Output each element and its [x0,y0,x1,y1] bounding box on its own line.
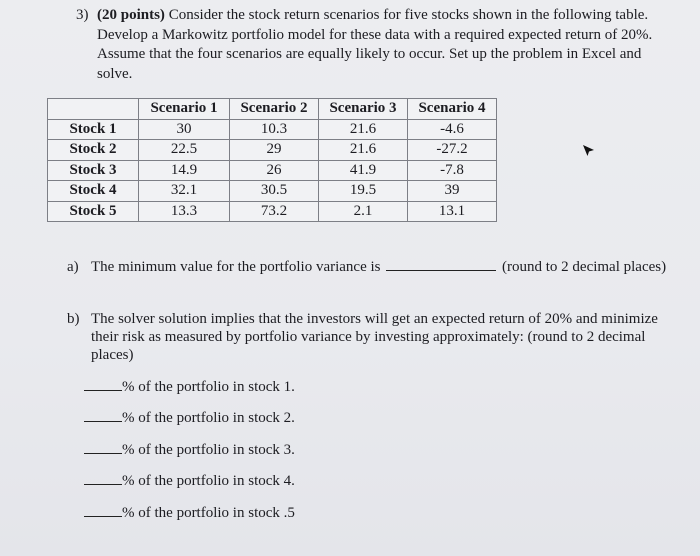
table-cell: 13.1 [408,201,497,222]
allocation-blank[interactable] [84,472,122,485]
table-cell: 41.9 [319,160,408,181]
table-header-cell: Scenario 3 [319,99,408,120]
table-cell: 30.5 [230,181,319,202]
table-cell: 30 [139,119,230,140]
table-cell: 21.6 [319,140,408,161]
allocation-blank[interactable] [84,409,122,422]
part-a [67,258,667,276]
table-cell: -4.6 [408,119,497,140]
table-cell: 14.9 [139,160,230,181]
table-cell: 2.1 [319,201,408,222]
stock-label: Stock 4 [48,181,139,202]
table-row [48,201,497,222]
table-cell: -27.2 [408,140,497,161]
table-row [48,160,497,181]
allocation-text: % of the portfolio in stock 2. [122,410,295,426]
allocation-text: % of the portfolio in stock .5 [122,505,295,521]
question-text-block [97,6,666,84]
question-points: (20 points) [97,7,165,23]
question-number: 3) [76,7,89,23]
table-cell: 13.3 [139,201,230,222]
table-cell: 10.3 [230,119,319,140]
table-header-cell [48,99,139,120]
table-header-cell: Scenario 2 [230,99,319,120]
allocation-line [84,378,295,396]
part-a-label: a) [67,259,79,275]
table-cell: 19.5 [319,181,408,202]
part-a-text-after: (round to 2 decimal places) [502,259,667,275]
allocation-line [84,441,295,459]
part-b [67,310,675,364]
stock-label: Stock 3 [48,160,139,181]
table-row [48,140,497,161]
allocation-text: % of the portfolio in stock 4. [122,473,295,489]
stock-label: Stock 1 [48,119,139,140]
variance-answer-blank[interactable] [386,260,496,271]
part-b-label: b) [67,311,80,327]
table-cell: 21.6 [319,119,408,140]
allocation-blank[interactable] [84,441,122,454]
table-cell: 29 [230,140,319,161]
table-cell: 73.2 [230,201,319,222]
allocation-text: % of the portfolio in stock 1. [122,379,295,395]
table-header-cell: Scenario 1 [139,99,230,120]
table-header-cell: Scenario 4 [408,99,497,120]
question-text: Consider the stock return scenarios for five stocks shown in the following table. Develop a Markowitz portfolio model for these data with a required expected return of 20%. Assume that the four scenarios are equally likely to occur. Set up the problem in Excel and solve. [97,7,653,82]
question-header [76,6,666,84]
allocation-text: % of the portfolio in stock 3. [122,442,295,458]
allocation-blank[interactable] [84,378,122,391]
allocation-line [84,504,295,522]
table-cell: 26 [230,160,319,181]
table-cell: 22.5 [139,140,230,161]
mouse-pointer-icon [582,144,596,158]
part-a-text: The minimum value for the portfolio variance is [91,259,381,275]
table-cell: 32.1 [139,181,230,202]
allocation-line [84,472,295,490]
part-b-text: The solver solution implies that the investors will get an expected return of 20% and minimize their risk as measured by portfolio variance by investing approximately: (round to 2 decimal places) [91,311,658,363]
table-cell: 39 [408,181,497,202]
allocation-blank[interactable] [84,504,122,517]
table-row [48,181,497,202]
table-cell: -7.8 [408,160,497,181]
stock-label: Stock 5 [48,201,139,222]
table-header-row [48,99,497,120]
table-row [48,119,497,140]
allocation-line [84,409,295,427]
stock-label: Stock 2 [48,140,139,161]
scenario-table [47,98,497,222]
